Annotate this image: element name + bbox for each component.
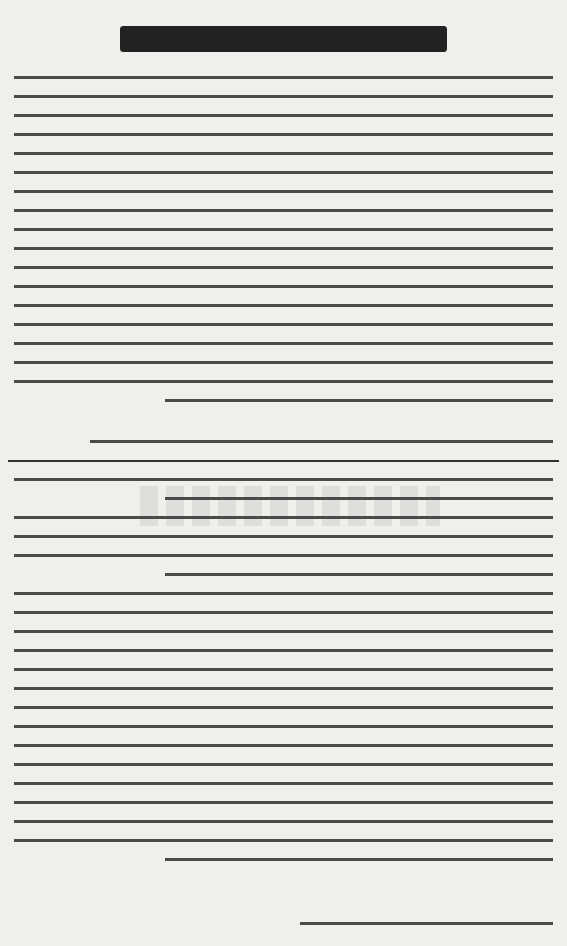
notice-1-title <box>120 26 447 52</box>
notice-2-body <box>14 474 553 873</box>
notice-1-signature <box>90 436 553 447</box>
notice-1-body <box>14 72 553 414</box>
notice-divider <box>8 460 559 462</box>
notice-2-signature <box>300 918 553 929</box>
